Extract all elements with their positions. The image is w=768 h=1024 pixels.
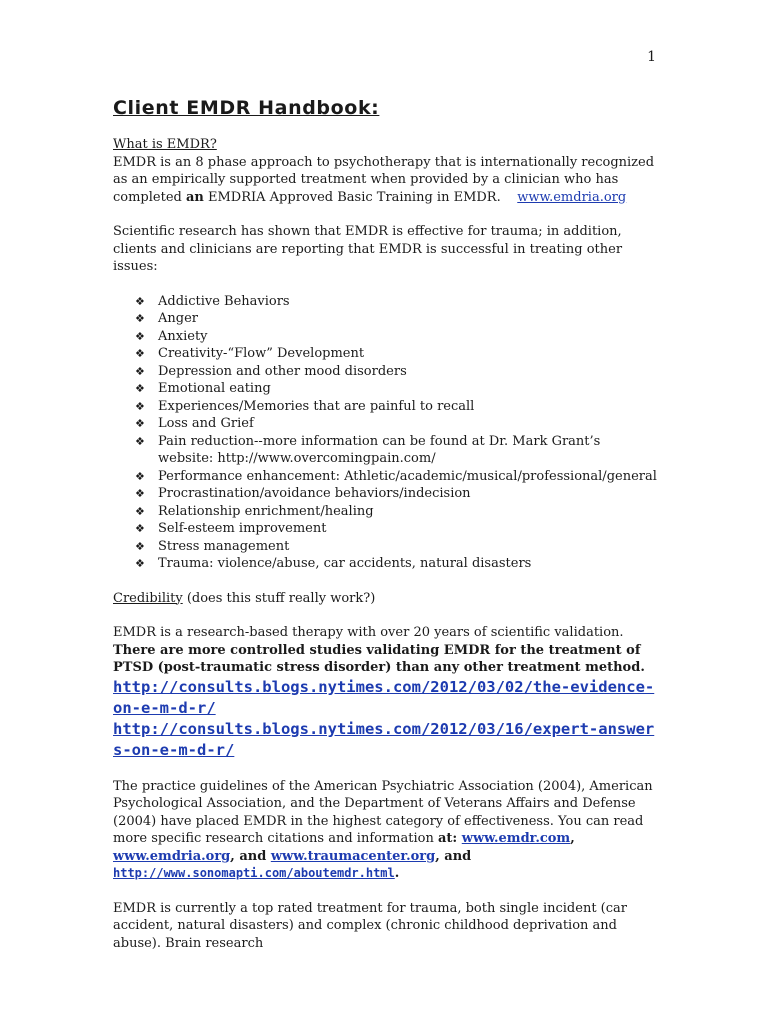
- emdria-org-link[interactable]: www.emdria.org: [113, 848, 231, 864]
- diamond-bullet-icon: ❖: [135, 504, 145, 518]
- list-item: ❖ Anger: [135, 311, 198, 326]
- diamond-bullet-icon: ❖: [135, 329, 145, 343]
- diamond-bullet-icon: ❖: [135, 347, 145, 360]
- what-is-heading: What is EMDR?: [113, 137, 217, 152]
- diamond-bullet-icon: ❖: [135, 294, 145, 308]
- document-body: [113, 96, 658, 952]
- credibility-subtitle: (does this stuff really work?): [182, 590, 376, 606]
- intro-paragraph: Scientific research has shown that EMDR is effective for trauma; in addition, clients and clinicians are reporting that EMDR is successful in treating other issues:: [113, 224, 623, 274]
- diamond-bullet-icon: ❖: [135, 312, 145, 325]
- diamond-bullet-icon: ❖: [135, 469, 145, 483]
- what-is-text-2: EMDRIA Approved Basic Training in EMDR.: [203, 189, 501, 205]
- what-is-paragraph: [113, 154, 658, 207]
- list-item: ❖ Pain reduction--more information can be found at Dr. Mark Grant’s website: http://www.overcomingpain.com/: [135, 433, 601, 466]
- list-item: ❖ Stress management: [135, 538, 290, 554]
- list-item: ❖ Anxiety: [135, 328, 208, 344]
- diamond-bullet-icon: ❖: [135, 557, 145, 570]
- list-item: ❖ Emotional eating: [135, 381, 271, 396]
- guidelines-text: The practice guidelines of the American Psychiatric Association (2004), American Psychological Association, and the Department of Veterans Affairs and Defense (2004) have placed EMDR in the highest category of effectiveness. You can read more specific research citations and information: [113, 778, 653, 846]
- list-item: ❖ Creativity-“Flow” Development: [135, 346, 365, 361]
- diamond-bullet-icon: ❖: [135, 364, 145, 378]
- list-item: ❖ Trauma: violence/abuse, car accidents, natural disasters: [135, 556, 532, 571]
- list-item: ❖ Loss and Grief: [135, 416, 254, 431]
- list-item: ❖ Addictive Behaviors: [135, 293, 290, 309]
- page-title: Client EMDR Handbook:: [113, 97, 380, 119]
- list-item: ❖ Depression and other mood disorders: [135, 363, 407, 379]
- nytimes-link-expert-answers[interactable]: http://consults.blogs.nytimes.com/2012/03/16/expert-answers-on-e-m-d-r/: [113, 719, 655, 759]
- credibility-text: EMDR is a research-based therapy with over 20 years of scientific validation.: [113, 625, 624, 640]
- credibility-heading: [113, 590, 658, 608]
- guidelines-at: at:: [437, 831, 462, 846]
- issues-list: [135, 293, 658, 573]
- list-item: ❖ Experiences/Memories that are painful to recall: [135, 398, 475, 414]
- diamond-bullet-icon: ❖: [135, 487, 145, 500]
- diamond-bullet-icon: ❖: [135, 382, 145, 395]
- diamond-bullet-icon: ❖: [135, 417, 145, 430]
- separator: ,: [570, 831, 575, 846]
- closing-paragraph: EMDR is currently a top rated treatment for trauma, both single incident (car accident, natural disasters) and complex (chronic childhood deprivation and abuse). Brain research: [113, 900, 627, 951]
- period: .: [394, 866, 400, 881]
- page-number: 1: [647, 49, 656, 65]
- what-is-bold-an: an: [185, 189, 204, 205]
- what-is-text: EMDR is an 8 phase approach to psychotherapy that is internationally recognized as an empirically supported treatment when provided by a clinician who has completed: [113, 154, 655, 205]
- list-item: ❖ Procrastination/avoidance behaviors/indecision: [135, 486, 471, 501]
- sonomapti-link[interactable]: http://www.sonomapti.com/aboutemdr.html: [113, 866, 395, 880]
- credibility-title: Credibility: [113, 590, 183, 606]
- diamond-bullet-icon: ❖: [135, 522, 145, 535]
- credibility-paragraph: [113, 624, 658, 677]
- emdr-com-link[interactable]: www.emdr.com: [461, 831, 571, 846]
- separator: , and: [230, 848, 271, 864]
- diamond-bullet-icon: ❖: [135, 399, 145, 413]
- guidelines-paragraph: [113, 778, 658, 883]
- diamond-bullet-icon: ❖: [135, 434, 145, 448]
- diamond-bullet-icon: ❖: [135, 539, 145, 553]
- separator: , and: [435, 848, 472, 864]
- traumacenter-link[interactable]: www.traumacenter.org: [270, 848, 436, 864]
- list-item: ❖ Self-esteem improvement: [135, 521, 327, 536]
- nytimes-link-evidence[interactable]: http://consults.blogs.nytimes.com/2012/03/02/the-evidence-on-e-m-d-r/: [113, 677, 655, 717]
- list-item: ❖ Relationship enrichment/healing: [135, 503, 374, 519]
- emdria-link[interactable]: www.emdria.org: [517, 189, 627, 205]
- credibility-bold-text: There are more controlled studies validating EMDR for the treatment of PTSD (post-traumatic stress disorder) than any other treatment method.: [113, 642, 645, 675]
- list-item: ❖ Performance enhancement: Athletic/academic/musical/professional/general: [135, 468, 657, 484]
